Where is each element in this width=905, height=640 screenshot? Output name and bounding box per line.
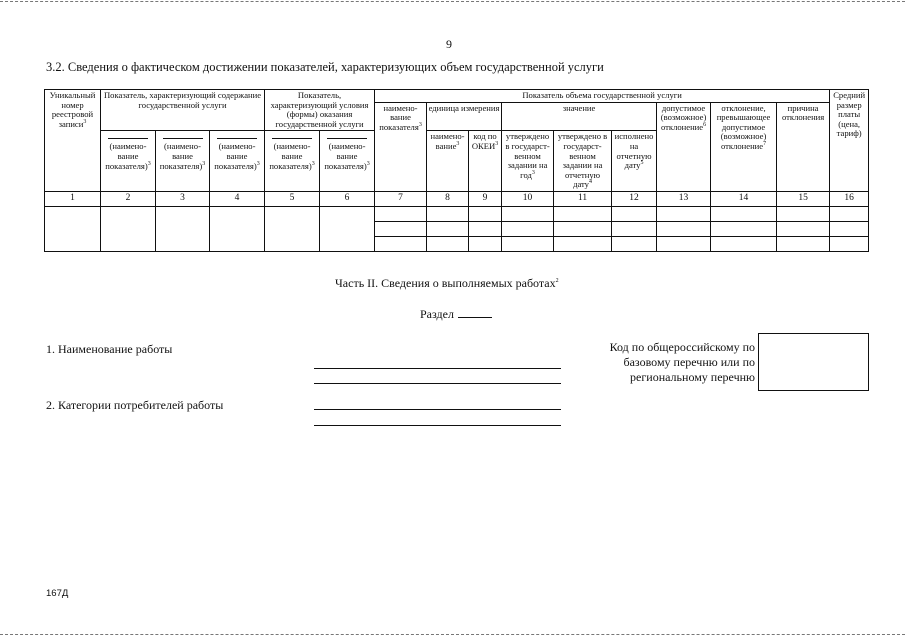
table-cell[interactable] <box>375 221 427 236</box>
header-content-indicator: Показатель, характеризующий содержание государственной услуги <box>101 90 265 131</box>
column-number-row <box>45 191 869 206</box>
column-number: 7 <box>375 191 427 206</box>
column-number: 15 <box>777 191 830 206</box>
table-cell[interactable] <box>427 236 469 251</box>
header-approved-year: утверждено в государст- венном задании на год$^3$ <box>502 131 554 192</box>
table-cell[interactable] <box>554 236 612 251</box>
column-number: 10 <box>502 191 554 206</box>
table-cell[interactable] <box>156 206 210 251</box>
table-cell[interactable] <box>502 206 554 221</box>
consumers-line-1[interactable] <box>314 409 561 410</box>
header-unit: единица измерения <box>427 102 502 131</box>
header-value: значение <box>502 102 657 131</box>
column-number: 2 <box>101 191 156 206</box>
table-cell[interactable] <box>375 236 427 251</box>
section-number-field: Раздел <box>420 306 492 322</box>
header-deviation-reason: причина отклонения <box>777 102 830 191</box>
volume-indicators-table <box>44 89 869 252</box>
table-cell[interactable] <box>711 236 777 251</box>
table-cell[interactable] <box>711 221 777 236</box>
header-indicator-name: наимено- вание показателя$^3$ <box>375 102 427 191</box>
form-code: 167Д <box>46 588 69 599</box>
header-sub-indicator-name: (наимено- вание показателя)$^3$ <box>265 131 320 192</box>
header-sub-indicator-name: (наимено- вание показателя)$^3$ <box>320 131 375 192</box>
column-number: 12 <box>612 191 657 206</box>
table-cell[interactable] <box>375 206 427 221</box>
column-number: 5 <box>265 191 320 206</box>
consumers-line-2[interactable] <box>314 425 561 426</box>
table-cell[interactable] <box>612 221 657 236</box>
header-executed: исполнено на отчетную дату$^5$ <box>612 131 657 192</box>
table-cell[interactable] <box>469 206 502 221</box>
table-cell[interactable] <box>469 236 502 251</box>
scan-edge-top <box>0 1 905 2</box>
page-number: 9 <box>446 37 452 51</box>
table-cell[interactable] <box>320 206 375 251</box>
table-cell[interactable] <box>210 206 265 251</box>
section-title: 3.2. Сведения о фактическом достижении показателей, характеризующих объем государственной услуги <box>46 60 604 74</box>
column-number: 9 <box>469 191 502 206</box>
table-cell[interactable] <box>657 221 711 236</box>
header-volume-indicator: Показатель объема государственной услуги <box>375 90 830 103</box>
consumers-label: 2. Категории потребителей работы <box>46 398 224 412</box>
table-cell[interactable] <box>554 221 612 236</box>
column-number: 3 <box>156 191 210 206</box>
column-number: 8 <box>427 191 469 206</box>
header-sub-indicator-name: (наимено- вание показателя)$^3$ <box>210 131 265 192</box>
header-conditions-indicator: Показатель, характеризующий условия (формы) оказания государственной услуги <box>265 90 375 131</box>
column-number: 16 <box>830 191 869 206</box>
scan-edge-bottom <box>0 634 905 635</box>
table-header-row-1 <box>45 90 869 103</box>
table-row <box>45 206 869 221</box>
header-approved-date: утверждено в государст- венном задании на отчетную дату$^4$ <box>554 131 612 192</box>
table-cell[interactable] <box>265 206 320 251</box>
column-number: 11 <box>554 191 612 206</box>
header-okei-code: код по ОКЕИ$^3$ <box>469 131 502 192</box>
table-cell[interactable] <box>612 206 657 221</box>
header-allowed-deviation: допустимое (возможное) отклонение$^6$ <box>657 102 711 191</box>
code-label: Код по общероссийскому по базовому перечню или по региональному перечню <box>609 340 755 384</box>
table-cell[interactable] <box>101 206 156 251</box>
column-number: 4 <box>210 191 265 206</box>
table-cell[interactable] <box>830 221 869 236</box>
header-sub-indicator-name: (наимено- вание показателя)$^3$ <box>101 131 156 192</box>
table-cell[interactable] <box>657 206 711 221</box>
table-cell[interactable] <box>469 221 502 236</box>
header-unique-record: Уникальный номер реестровой записи$^3$ <box>45 90 101 192</box>
header-unit-name: наимено- вание$^3$ <box>427 131 469 192</box>
header-sub-indicator-name: (наимено- вание показателя)$^3$ <box>156 131 210 192</box>
column-number: 14 <box>711 191 777 206</box>
table-cell[interactable] <box>502 221 554 236</box>
column-number: 13 <box>657 191 711 206</box>
table-cell[interactable] <box>427 221 469 236</box>
part-title: Часть II. Сведения о выполняемых работах$^2$ <box>335 276 559 290</box>
table-cell[interactable] <box>612 236 657 251</box>
table-cell[interactable] <box>777 206 830 221</box>
header-exceeding-deviation: отклонение, превышающее допустимое (возможное) отклонение$^7$ <box>711 102 777 191</box>
table-cell[interactable] <box>45 206 101 251</box>
table-cell[interactable] <box>502 236 554 251</box>
table-cell[interactable] <box>830 206 869 221</box>
column-number: 6 <box>320 191 375 206</box>
section-number-blank[interactable] <box>458 306 492 318</box>
table-cell[interactable] <box>777 236 830 251</box>
table-cell[interactable] <box>830 236 869 251</box>
work-name-label: 1. Наименование работы <box>46 342 173 356</box>
table-cell[interactable] <box>657 236 711 251</box>
table-cell[interactable] <box>427 206 469 221</box>
table-cell[interactable] <box>711 206 777 221</box>
column-number: 1 <box>45 191 101 206</box>
table-cell[interactable] <box>777 221 830 236</box>
work-name-line-1[interactable] <box>314 368 561 369</box>
header-average-fee: Средний размер платы (цена, тариф) <box>830 90 869 192</box>
work-name-line-2[interactable] <box>314 383 561 384</box>
code-box[interactable] <box>758 333 869 391</box>
table-cell[interactable] <box>554 206 612 221</box>
